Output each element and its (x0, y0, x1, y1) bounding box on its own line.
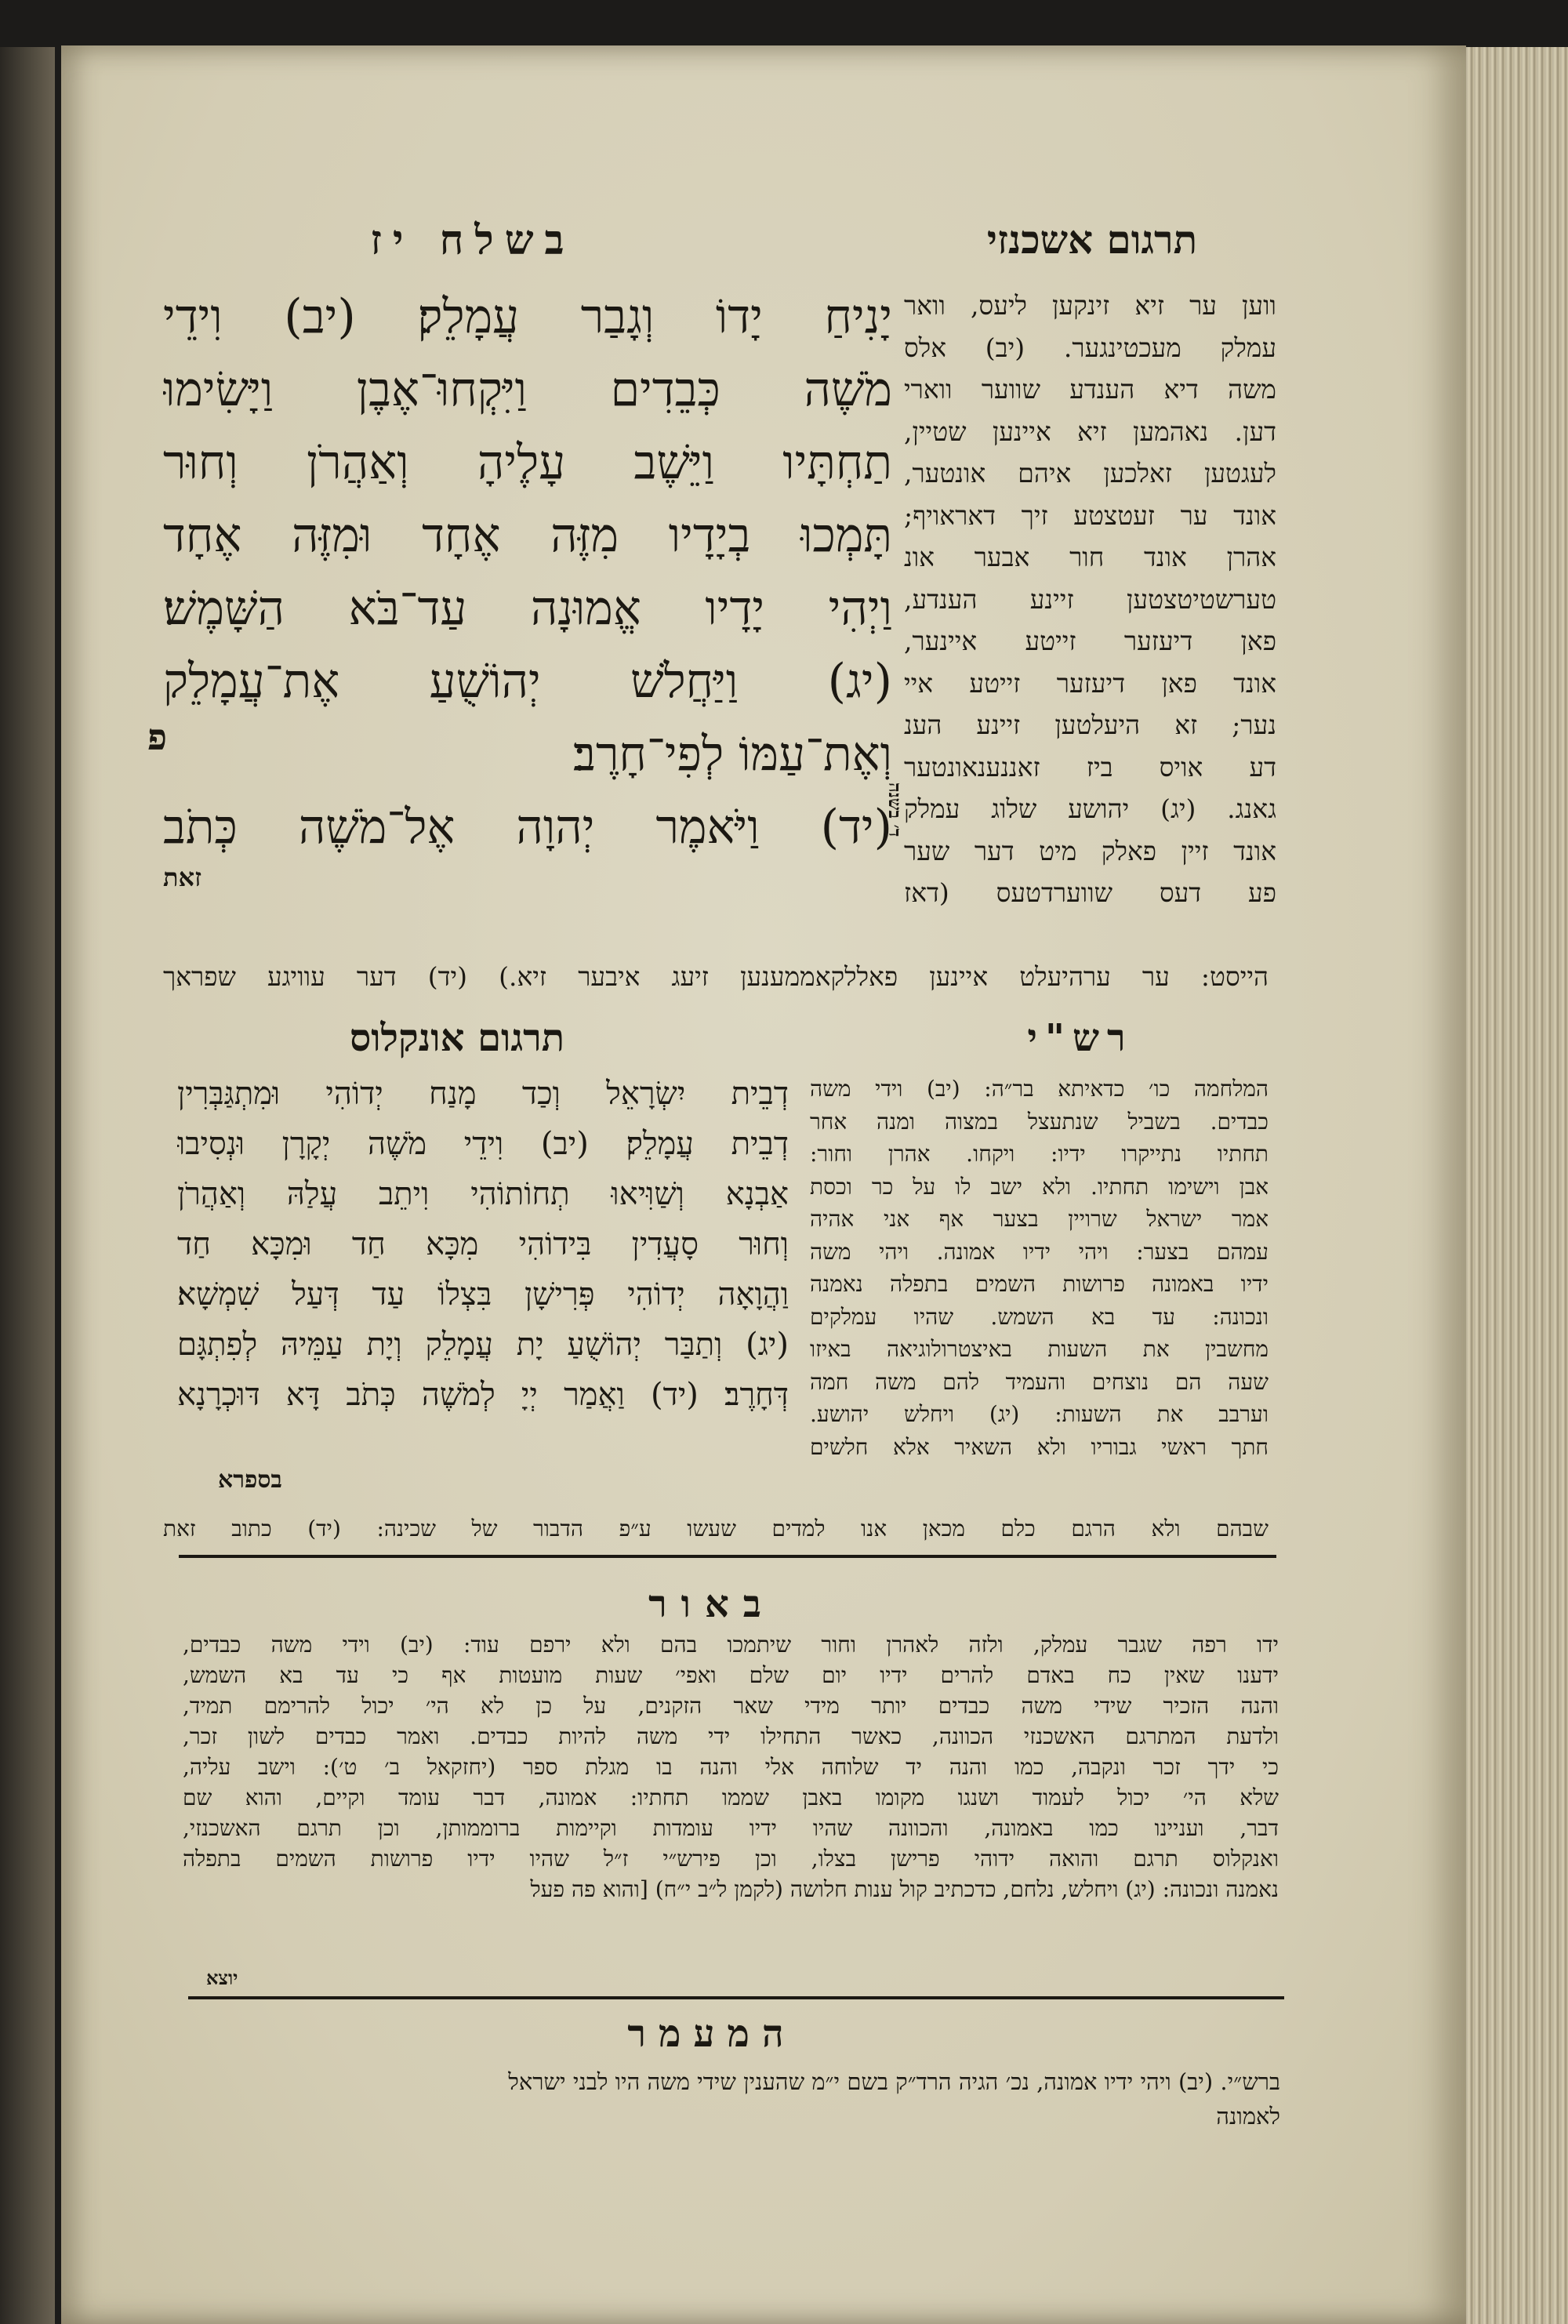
targum-ashkenazi-line: פאן דיעזער זייטע איינער, (904, 626, 1276, 656)
targum-ashkenazi-line: ווען ער זיא זינקען ליעס, וואר (904, 290, 1276, 321)
onkelos-column (177, 1069, 789, 1420)
targum-ashkenazi-column (904, 285, 1276, 914)
onkelos-line: דְבֵית עֲמָלֵק׃ (יב) וִידֵי מֹשֶׁה יְקָרָן וּנְסִיבוּ (177, 1126, 789, 1162)
biur-line: דבר, ועניינו כמו באמונה, והכוונה שהיו ידיו עומדות וקיימות ברוממותן, וכן תרגם האשכנזי, (183, 1815, 1279, 1841)
onkelos-line: דְּחָרֶב׃ (יד) וַאֲמַר יְיָ לְמֹשֶׁה כְּתֹב דָּא דּוּכְרָנָא (177, 1377, 789, 1413)
rashi-line: אמר ישראל שרויין בצער אף אני אהיה (810, 1206, 1269, 1232)
biur-line: שלא הי׳ יכול לעמוד ושנגו מקומו באבן שממו תחתיו: אמונה, דבר עומד וקיים, והוא שם (183, 1785, 1279, 1810)
targum-ashkenazi-line: אונד זיין פאלק מיט דער שער (904, 835, 1276, 866)
biur-line: ולדעת המתרגם האשכנזי הכוונה, כאשר התחילו ידי משה להיות כבדים. ואמר כבדים לשון זכר, (183, 1723, 1279, 1749)
rashi-line: ונכונה: עד בא השמש. שהיו עמלקים (810, 1303, 1269, 1330)
biur-header: באור (648, 1582, 775, 1626)
margin-note: ד׳ בשנה (884, 783, 905, 837)
onkelos-line: וַהֲוָאָה יְדוֹהִי פְּרִישָׁן בִּצְלוֹ עַד דְּעַל שִׁמְשָׁא׃ (177, 1276, 789, 1313)
targum-ashkenazi-line: עמלק מעכטינגער. (יב) אלס (904, 332, 1276, 363)
section-divider (179, 1555, 1276, 1558)
section-divider (188, 1996, 1284, 1999)
page-edges-right (1450, 47, 1568, 2324)
targum-ashkenazi-line: אהרן אונד חור אבער אונ (904, 542, 1276, 572)
hameamer-line: ברש״י. (יב) ויהי ידיו אמונה, נכ׳ הגיה הרד״ק בשם י״מ שהענין שידי משה היו לבני ישראל (508, 2068, 1280, 2095)
torah-catchword: זאת (163, 862, 201, 892)
biur-section (183, 1629, 1279, 1905)
targum-ashkenazi-line: גאנג. (יג) יהושע שלוג עמלק (904, 793, 1276, 824)
torah-line: מֹשֶׁה כְּבֵדִים וַיִּקְחוּ־אֶבֶן וַיָּשִׂימוּ (163, 362, 892, 417)
rashi-column (810, 1073, 1269, 1463)
rashi-line: וערבב את השעות: (יג) ויחלש יהושע. (810, 1401, 1269, 1427)
onkelos-catchword: בספרא (218, 1466, 282, 1494)
rashi-line: עמהם בצער: ויהי ידיו אמונה. ויהי משה (810, 1238, 1269, 1265)
onkelos-header: תרגום אונקלוס (349, 1016, 565, 1060)
rashi-continuation: שבהם ולא הרגם כלם מכאן אנו למדים שעשו ע״פ הדבור של שכינה: (יד) כתוב זאת (163, 1516, 1269, 1541)
rashi-line: תחתיו נתייקרו ידיו: ויקחו. אהרן וחור: (810, 1141, 1269, 1167)
onkelos-line: דְבֵית יִשְׂרָאֵל וְכַד מָנַח יְדוֹהִי וּמִתְגַּבְּרִין (177, 1076, 789, 1112)
hameamer-section (222, 2064, 1280, 2133)
targum-ashkenazi-header: תרגום אשכנזי (986, 216, 1198, 263)
hameamer-header: המעמר (627, 2012, 797, 2056)
biur-line: ידענו שאין כח באדם להרים ידיו יום שלם ואפי׳ שעות מועטות אף כי עד בא השמש, (183, 1662, 1279, 1688)
torah-line: וְאֶת־עַמּוֹ לְפִי־חָרֶב׃ (573, 727, 892, 782)
targum-ashkenazi-line: אונד ער זעטצטע זיך דאראויף; (904, 499, 1276, 531)
targum-ashkenazi-line: לעגטען זאלכען איהם אונטער, (904, 458, 1276, 488)
rashi-line: אבן וישימו תחתיו. ולא ישב לו על כר וכסת (810, 1173, 1269, 1200)
biur-line: והנה הזכיר שידי משה כבדים יותר מידי שאר הזקנים, על כן לא הי׳ יכול להרימם תמיד, (183, 1693, 1279, 1719)
onkelos-line: אַבְנָא וְשַׁוִּיאוּ תְחוֹתוֹהִי וִיתֵב עֲלַהּ וְאַהֲרֹן (177, 1176, 789, 1212)
targum-ashkenazi-line: פע דעס שווערדטעס (דאז (904, 877, 1276, 908)
rashi-line: המלחמה כו׳ כדאיתא בר״ה: (יב) וידי משה (810, 1076, 1269, 1102)
biur-line: נאמנה ונכונה: (יג) ויחלש, נלחם, כדכתיב קול ענות חלושה (לקמן ל״ב י״ח) [והוא פה פעל (530, 1876, 1279, 1902)
torah-line: תַחְתָּיו וַיֵּשֶׁב עָלֶיהָ וְאַהֲרֹן וְחוּר (163, 435, 892, 490)
book-binding-left (0, 47, 55, 2324)
portion-header: בשלח יז (370, 216, 575, 264)
targum-ashkenazi-line: נער; זא היעלטען זיינע הענ (904, 710, 1276, 740)
hameamer-line: לאמונה (1216, 2103, 1280, 2130)
torah-line: יָנִיחַ יָדוֹ וְגָבַר עֲמָלֵק׃ (יב) וִידֵי (163, 289, 892, 344)
rashi-line: שעה הם נוצחים והעמיד להם משה חמה (810, 1368, 1269, 1395)
rashi-line: כבדים. בשביל שנתעצל במצוה ומנה אחר (810, 1108, 1269, 1135)
biur-line: ידו רפה שגבר עמלק, ולזה לאהרן וחור שיתמכו בהם ולא ירפם עוד: (יב) וידי משה כבדים, (183, 1632, 1279, 1658)
targum-ashkenazi-line: דע אויס ביז זאננענאונטער (904, 751, 1276, 783)
torah-line: (יד) וַיֹּאמֶר יְהוָה אֶל־מֹשֶׁה כְּתֹב (163, 800, 892, 855)
targum-ashkenazi-line: משה דיא הענדע שווער ווארי (904, 374, 1276, 405)
torah-text-block (163, 281, 892, 864)
book-page (61, 45, 1466, 2324)
biur-line: ואנקלוס תרגם והואה ידוהי פרישן בצלו, וכן פירש״י ז״ל שהיו ידיו פרושות השמים בתפלה (183, 1846, 1279, 1872)
rashi-header: רש"י (1027, 1016, 1134, 1060)
rashi-line: מחשבין את השעות באיצטרולוגיאה באיזו (810, 1336, 1269, 1362)
torah-line: תָּמְכוּ בְיָדָיו מִזֶּה אֶחָד וּמִזֶּה אֶחָד (163, 508, 892, 563)
rashi-line: חתך ראשי גבוריו ולא השאיר אלא חלשים (810, 1433, 1269, 1460)
targum-ashkenazi-line: אונד פאן דיעזער זייטע איי (904, 667, 1276, 699)
biur-line: כי ידך זכר ונקבה, כמו והנה יד שלוחה אלי והנה בו מגלת ספר (יחזקאל ב׳ ט׳): וישב עליה, (183, 1754, 1279, 1780)
biur-catchword: יוצא (206, 1966, 238, 1989)
parasha-pe-marker: פ (147, 716, 168, 758)
onkelos-line: וְחוּר סָעֲדִין בִּידוֹהִי מִכָּא חַד וּמִכָּא חַד (177, 1226, 789, 1262)
targum-ashkenazi-continuation: הייסט: ער ערהיעלט איינען פאללקאממענען זיעג איבער זיא.) (יד) דער עוויגע שפראך (163, 961, 1269, 992)
rashi-line: ידיו באמונה פרושות השמים בתפלה נאמנה (810, 1271, 1269, 1297)
targum-ashkenazi-line: דען. נאהמען זיא איינען שטיין, (904, 416, 1276, 447)
targum-ashkenazi-line: טערשטיטצטען זיינע הענדע, (904, 583, 1276, 615)
torah-line: (יג) וַיַּחֲלֹשׁ יְהוֹשֻׁעַ אֶת־עֲמָלֵק (163, 654, 892, 709)
onkelos-line: (יג) וְתַבַּר יְהוֹשֻׁעַ יָת עֲמָלֵק וְיָת עַמֵּיהּ לְפִתְגָּם (177, 1327, 789, 1363)
torah-line: וַיְהִי יָדָיו אֱמוּנָה עַד־בֹּא הַשָּׁמֶשׁ׃ (163, 581, 892, 636)
